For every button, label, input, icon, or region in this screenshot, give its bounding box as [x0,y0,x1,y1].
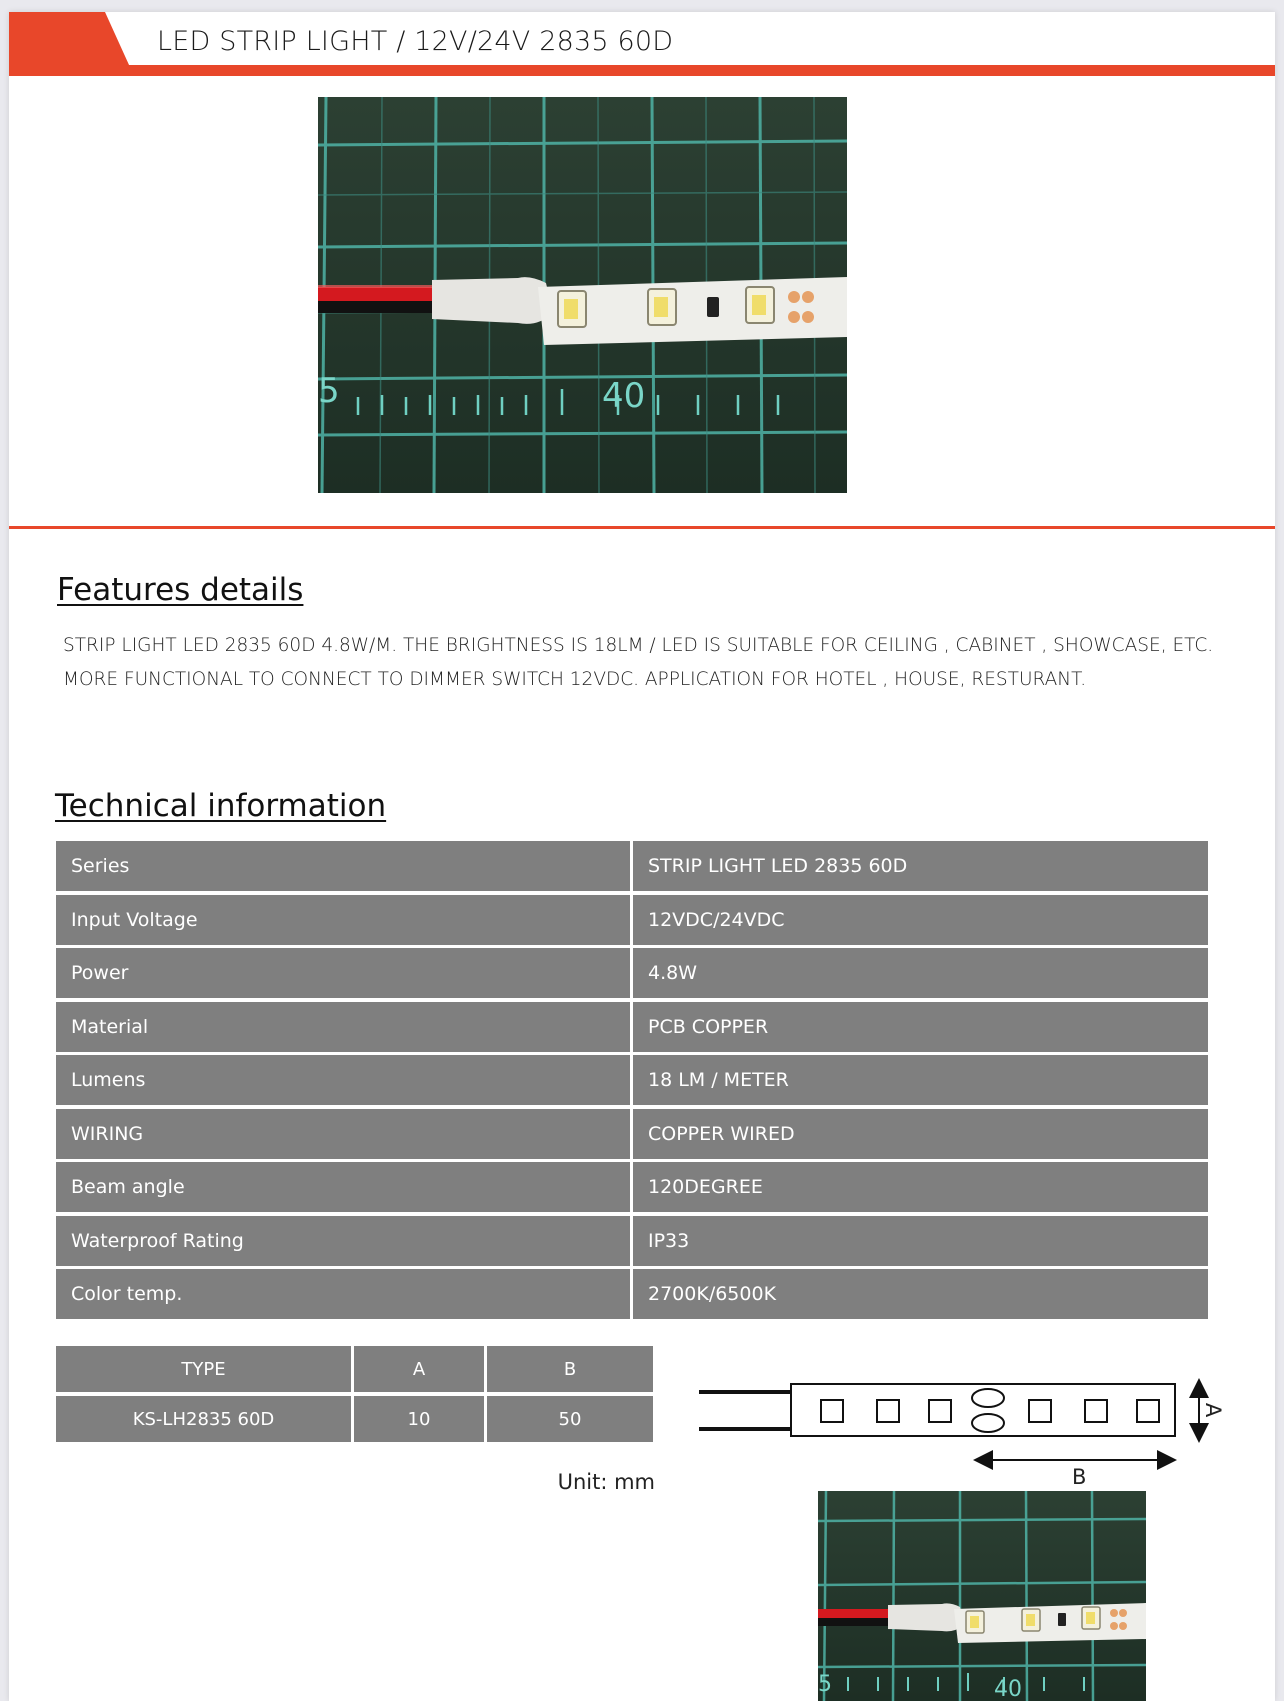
datasheet-page [9,12,1275,1701]
spec-label: Lumens [56,1055,630,1105]
spec-value: 2700K/6500K [633,1269,1208,1319]
cell-type: KS-LH2835 60D [56,1396,351,1442]
spec-value: PCB COPPER [633,1002,1208,1052]
dimension-diagram [689,1367,1249,1492]
table-row [56,1162,1208,1212]
table-row [56,1109,1208,1159]
column-header-type: TYPE [56,1346,351,1392]
dimension-b-label: B [1072,1465,1087,1489]
table-row [56,948,1208,998]
spec-label: Waterproof Rating [56,1216,630,1266]
ruler-number-left: 5 [818,1672,832,1697]
unit-label: Unit: mm [557,1470,655,1494]
spec-value: STRIP LIGHT LED 2835 60D [633,841,1208,891]
column-header-b: B [487,1346,653,1392]
spec-value: COPPER WIRED [633,1109,1208,1159]
spec-value: 12VDC/24VDC [633,895,1208,945]
spec-label: Color temp. [56,1269,630,1319]
features-description: STRIP LIGHT LED 2835 60D 4.8W/M. THE BRIGHTNESS IS 18LM / LED IS SUITABLE FOR CEILING , CABINET , SHOWCASE, ETC. MORE FUNCTIONAL TO CONNECT TO DIMMER SWITCH 12VDC. APPLICATION FOR HOTEL , HOUSE, RESTURANT. [63,635,1214,690]
page-title: LED STRIP LIGHT / 12V/24V 2835 60D [157,26,674,57]
product-photo-thumbnail [818,1491,1146,1701]
spec-value: 4.8W [633,948,1208,998]
spec-value: 120DEGREE [633,1162,1208,1212]
spec-value: IP33 [633,1216,1208,1266]
table-row [56,1216,1208,1266]
spec-label: Beam angle [56,1162,630,1212]
dimension-a-label: A [1201,1402,1226,1418]
table-row [56,1269,1208,1319]
table-row [56,1396,653,1442]
cell-b: 50 [487,1396,653,1442]
spec-value: 18 LM / METER [633,1055,1208,1105]
ruler-number-mid: 40 [602,376,646,416]
table-row [56,895,1208,945]
ruler-number-mid: 40 [994,1677,1022,1701]
dimension-table [56,1346,653,1446]
spec-label: Input Voltage [56,895,630,945]
ruler-number-left: 5 [318,371,340,411]
table-header-row [56,1346,653,1392]
spec-label: Material [56,1002,630,1052]
spec-label: Power [56,948,630,998]
header-accent-line [9,65,1275,76]
spec-label: WIRING [56,1109,630,1159]
technical-table [56,841,1208,1323]
features-heading: Features details [57,572,304,608]
cell-a: 10 [354,1396,484,1442]
column-header-a: A [354,1346,484,1392]
table-row [56,841,1208,891]
technical-heading: Technical information [55,788,387,824]
table-row [56,1055,1208,1105]
spec-label: Series [56,841,630,891]
section-divider [9,526,1275,529]
product-photo [318,97,847,493]
table-row [56,1002,1208,1052]
